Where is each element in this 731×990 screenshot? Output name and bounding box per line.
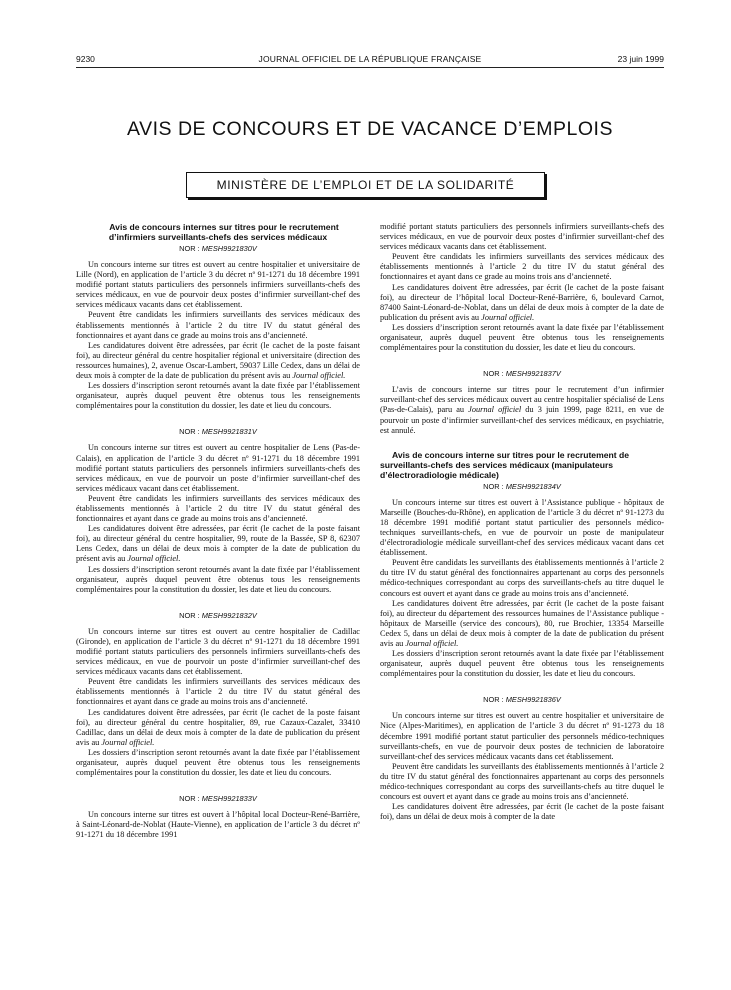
- right-column: [380, 222, 664, 952]
- paragraph: Peuvent être candidats les infirmiers surveillants des services médicaux des établissements mentionnés à l’article 2 du titre IV du statut général des fonctionnaires et ayant dans ce grade au moins trois ans d’ancienneté.: [76, 310, 360, 340]
- paragraph: Un concours interne sur titres est ouvert à l’Assistance publique - hôpitaux de Marseille (Bouches-du-Rhône), en application de l’article 3 du décret nº 91-1273 du 18 décembre 1991 modifié portant statut particulier des personnels médico-techniques surveillants-chefs, en vue de pourvoir un poste de manipulateur d’électroradiologie médicale surveillant-chef des services médicaux vacant dans cet établissement.: [380, 497, 664, 558]
- paragraph: Les candidatures doivent être adressées, par écrit (le cachet de la poste faisant foi), au directeur de l’hôpital local Docteur-René-Barrière, 6, boulevard Carnot, 87400 Saint-Léonard-de-Noblat, dans un délai de deux mois à compter de la date de publication du présent avis au Journal officiel.: [380, 282, 664, 322]
- paragraph: Peuvent être candidats les surveillants des établissements mentionnés à l’article 2 du titre IV du statut général des fonctionnaires appartenant au corps des personnels médico-techniques correspondant au corps des surveillants-chefs au titre duquel le concours est ouvert et ayant dans ce grade au moins trois ans d’ancienneté.: [380, 761, 664, 802]
- paragraph: Un concours interne sur titres est ouvert à l’hôpital local Docteur-René-Barrière, à Saint-Léonard-de-Noblat (Haute-Vienne), en application de l’article 3 du décret nº 91-1271 du 18 décembre 1991: [76, 810, 360, 840]
- issue-date: 23 juin 1999: [617, 54, 664, 64]
- ministry-heading: MINISTÈRE DE L’EMPLOI ET DE LA SOLIDARITÉ: [186, 172, 545, 198]
- section-title: Avis de concours interne sur titres pour le recrutement de surveillants-chefs des services médicaux (manipulateurs d’électroradiologie médicale): [380, 449, 630, 480]
- paragraph: modifié portant statuts particuliers des personnels infirmiers surveillants-chefs des services médicaux, en vue de pourvoir deux postes d’infirmier surveillant-chef des services médicaux vacants dans cet établissement.: [380, 222, 664, 252]
- paragraph: Les dossiers d’inscription seront retournés avant la date fixée par l’établissement organisateur, auprès duquel peuvent être obtenus tous les renseignements complémentaires pour la constitution du dossier, les date et lieu du concours.: [380, 649, 664, 679]
- paragraph: L’avis de concours interne sur titres pour le recrutement d’un infirmier surveillant-chef des services médicaux ouvert au centre hospitalier spécialisé de Lens (Pas-de-Calais), paru au Journal officiel du 3 juin 1999, page 8211, en vue de pourvoir un poste d’infirmier surveillant-chef des services médicaux, en psychiatrie, est annulé.: [380, 385, 664, 435]
- nor-reference: NOR : MESH9921831V: [179, 427, 257, 437]
- running-header: [76, 52, 664, 66]
- paragraph: Les dossiers d’inscription seront retournés avant la date fixée par l’établissement organisateur, auprès duquel peuvent être obtenus tous les renseignements complémentaires pour la constitution du dossier, les date et lieu du concours.: [76, 747, 360, 778]
- left-column: [76, 222, 360, 952]
- paragraph: Les candidatures doivent être adressées, par écrit (le cachet de la poste faisant foi), au directeur général du centre hospitalier, 89, rue Cazaux-Cazalet, 33410 Cadillac, dans un délai de deux mois à compter de la date de publication du présent avis au Journal officiel.: [76, 707, 360, 747]
- page-number: 9230: [76, 54, 95, 64]
- page-title: AVIS DE CONCOURS ET DE VACANCE D’EMPLOIS: [127, 118, 613, 140]
- paragraph: Un concours interne sur titres est ouvert au centre hospitalier de Cadillac (Gironde), en application de l’article 3 du décret nº 91-1271 du 18 décembre 1991 modifié portant statuts particuliers des personnels infirmiers surveillants-chefs des services médicaux, en vue de pourvoir un poste d’infirmier surveillant-chef des services médicaux vacants dans cet établissement.: [76, 626, 360, 677]
- paragraph: Un concours interne sur titres est ouvert au centre hospitalier de Lens (Pas-de-Calais), en application de l’article 3 du décret nº 91-1271 du 18 décembre 1991 modifié portant statuts particuliers des personnels infirmiers surveillants-chefs des services médicaux, en vue de pourvoir un poste d’infirmier surveillant-chef des services médicaux vacant dans cet établissement.: [76, 443, 360, 493]
- paragraph: Peuvent être candidats les infirmiers surveillants des services médicaux des établissements mentionnés à l’article 2 du titre IV du statut général des fonctionnaires et ayant dans ce grade au moins trois ans d’ancienneté.: [76, 493, 360, 524]
- section-title: Avis de concours internes sur titres pour le recrutement d’infirmiers surveillants-chefs des services médicaux: [108, 222, 339, 242]
- nor-reference: NOR : MESH9921833V: [179, 794, 257, 804]
- paragraph: Les candidatures doivent être adressées, par écrit (le cachet de la poste faisant foi), au directeur général du centre hospitalier régional et universitaire (direction des ressources humaines), 2, avenue Oscar-Lambert, 59037 Lille Cedex, dans un délai de deux mois à compter de la date de publication du présent avis au Journal officiel.: [76, 340, 360, 381]
- journal-name: JOURNAL OFFICIEL DE LA RÉPUBLIQUE FRANÇAISE: [258, 54, 482, 64]
- paragraph: Un concours interne sur titres est ouvert au centre hospitalier et universitaire de Lille (Nord), en application de l’article 3 du décret nº 91-1271 du 18 décembre 1991 modifié portant statuts particuliers des personnels infirmiers surveillants-chefs des services médicaux, en vue de pourvoir deux postes d’infirmier surveillant-chef des services médicaux vacants dans cet établissement.: [76, 260, 360, 310]
- nor-reference: NOR : MESH9921836V: [483, 695, 561, 705]
- header-rule: [76, 67, 664, 68]
- paragraph: Les dossiers d’inscription seront retournés avant la date fixée par l’établissement organisateur, auprès duquel peuvent être obtenus tous les renseignements complémentaires pour la constitution du dossier, les date et lieu du concours.: [76, 564, 360, 594]
- paragraph: Peuvent être candidats les infirmiers surveillants des services médicaux des établissements mentionnés à l’article 2 du titre IV du statut général des fonctionnaires et ayant dans ce grade au moins trois ans d’ancienneté.: [76, 677, 360, 707]
- paragraph: Les dossiers d’inscription seront retournés avant la date fixée par l’établissement organisateur, auprès duquel peuvent être obtenus tous les renseignements complémentaires pour la constitution du dossier, les date et lieu du concours.: [380, 322, 664, 353]
- paragraph: Les candidatures doivent être adressées, par écrit (le cachet de la poste faisant foi), dans un délai de deux mois à compter de la date: [380, 802, 664, 822]
- nor-reference: NOR : MESH9921837V: [483, 369, 561, 379]
- paragraph: Peuvent être candidats les infirmiers surveillants des services médicaux des établissements mentionnés à l’article 2 du titre IV du statut général des fonctionnaires et ayant dans ce grade au moins trois ans d’ancienneté.: [380, 252, 664, 282]
- paragraph: Les candidatures doivent être adressées, par écrit (le cachet de la poste faisant foi), au directeur du département des ressources humaines de l’Assistance publique - hôpitaux de Marseille (service des concours), 80, rue Brochier, 13354 Marseille Cedex 5, dans un délai de deux mois à compter de la date de publication du présent avis au Journal officiel.: [380, 598, 664, 648]
- nor-reference: NOR : MESH9921832V: [179, 610, 257, 620]
- paragraph: Les candidatures doivent être adressées, par écrit (le cachet de la poste faisant foi), au directeur général du centre hospitalier, 99, route de la Bassée, SP 8, 62307 Lens Cedex, dans un délai de deux mois à compter de la date de publication du présent avis au Journal officiel.: [76, 524, 360, 564]
- nor-reference: NOR : MESH9921834V: [483, 481, 561, 491]
- paragraph: Peuvent être candidats les surveillants des établissements mentionnés à l’article 2 du titre IV du statut général des fonctionnaires appartenant au corps des personnels médico-techniques correspondant au corps des surveillants-chefs au titre duquel le concours est ouvert et ayant dans ce grade au moins trois ans d’ancienneté.: [380, 558, 664, 598]
- nor-reference: NOR : MESH9921830V: [179, 244, 257, 253]
- paragraph: Les dossiers d’inscription seront retournés avant la date fixée par l’établissement organisateur, auprès duquel peuvent être obtenus tous les renseignements complémentaires pour la constitution du dossier, les date et lieu du concours.: [76, 381, 360, 411]
- paragraph: Un concours interne sur titres est ouvert au centre hospitalier et universitaire de Nice (Alpes-Maritimes), en application de l’article 3 du décret nº 91-1273 du 18 décembre 1991 modifié portant statut particulier des personnels médico-techniques surveillants-chefs, en vue de pourvoir deux postes de technicien de laboratoire surveillant-chef des services médicaux vacants dans cet établissement.: [380, 711, 664, 761]
